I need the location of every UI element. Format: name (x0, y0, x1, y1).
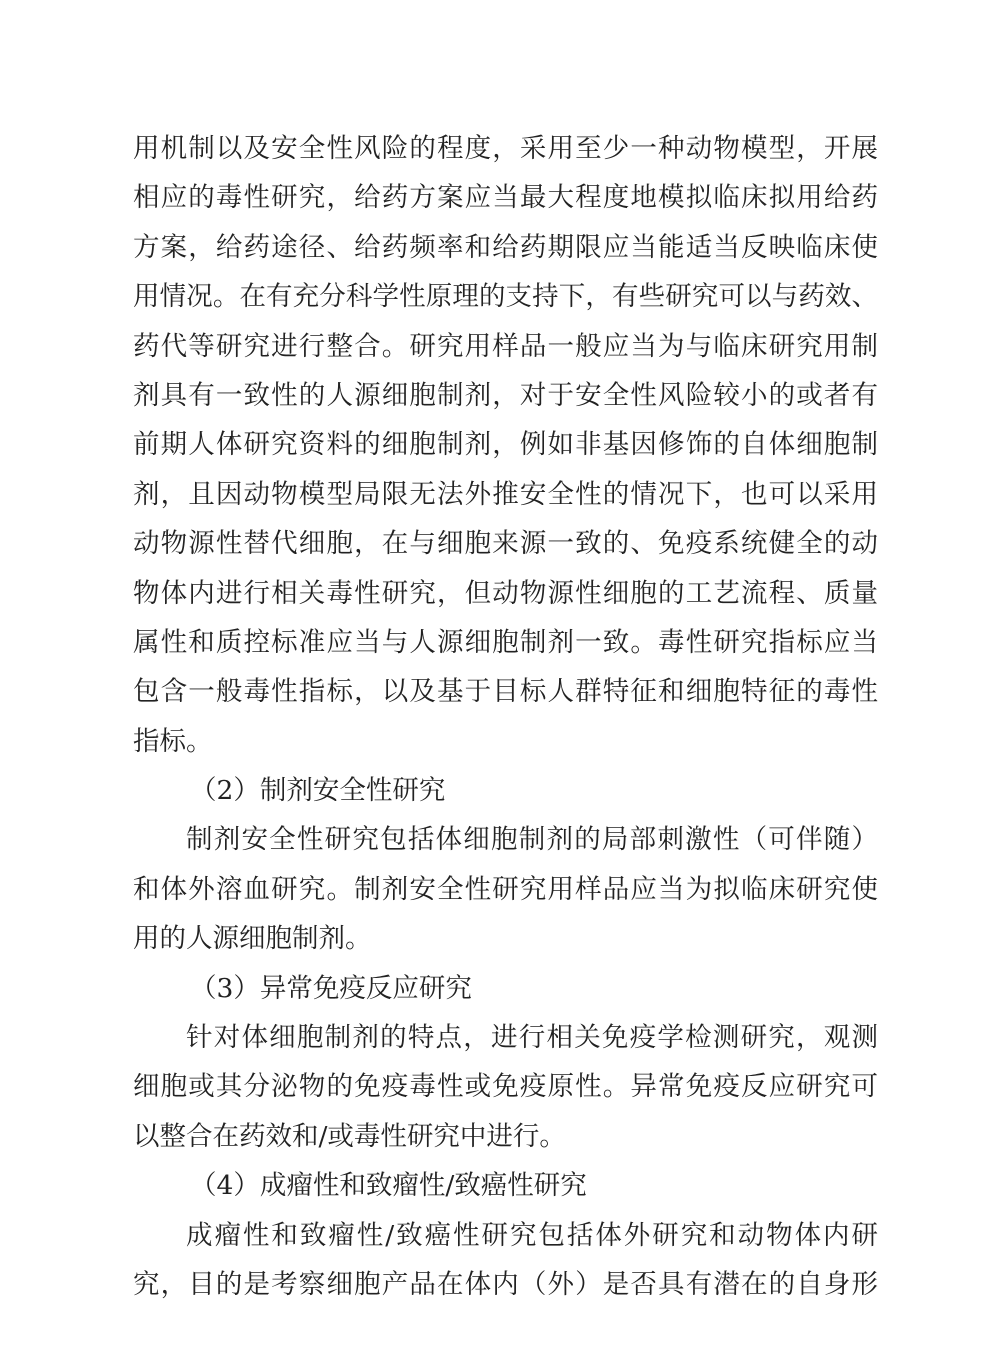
paragraph-abnormal-immune-response (133, 1013, 878, 1161)
text-line: 用机制以及安全性风险的程度，采用至少一种动物模型，开展 (133, 133, 878, 164)
text-line: 和体外溶血研究。制剂安全性研究用样品应当为拟临床研究使 (133, 873, 878, 905)
text-line: 物体内进行相关毒性研究，但动物源性细胞的工艺流程、质量 (133, 577, 878, 609)
text-line: 药代等研究进行整合。研究用样品一般应当为与临床研究用制 (133, 330, 878, 362)
text-line: 包含一般毒性指标，以及基于目标人群特征和细胞特征的毒性 (133, 676, 878, 708)
paragraph-tumorigenicity (133, 1211, 878, 1310)
text-line: 用的人源细胞制剂。 (133, 923, 372, 955)
text-line: 针对体细胞制剂的特点，进行相关免疫学检测研究，观测 (186, 1022, 878, 1054)
section-heading-abnormal-immune-response: （3）异常免疫反应研究 (190, 972, 472, 1004)
text-line: 属性和质控标准应当与人源细胞制剂一致。毒性研究指标应当 (133, 626, 878, 658)
text-line: 用情况。在有充分科学性原理的支持下，有些研究可以与药效、 (133, 281, 878, 313)
text-line: 剂具有一致性的人源细胞制剂，对于安全性风险较小的或者有 (133, 379, 878, 411)
paragraph-toxicity-study (133, 124, 878, 766)
section-heading-tumorigenicity: （4）成瘤性和致瘤性/致癌性研究 (190, 1170, 587, 1202)
section-heading-formulation-safety: （2）制剂安全性研究 (190, 775, 446, 807)
text-line: 究，目的是考察细胞产品在体内（外）是否具有潜在的自身形 (133, 1268, 878, 1300)
paragraph-formulation-safety (133, 815, 878, 963)
text-line: 指标。 (133, 725, 213, 757)
text-line: 制剂安全性研究包括体细胞制剂的局部刺激性（可伴随） (186, 824, 878, 856)
text-line: 成瘤性和致瘤性/致癌性研究包括体外研究和动物体内研 (186, 1219, 878, 1251)
text-line: 动物源性替代细胞，在与细胞来源一致的、免疫系统健全的动 (133, 528, 878, 560)
text-line: 以整合在药效和/或毒性研究中进行。 (133, 1120, 566, 1152)
text-line: 细胞或其分泌物的免疫毒性或免疫原性。异常免疫反应研究可 (133, 1071, 878, 1103)
text-line: 方案，给药途径、给药频率和给药期限应当能适当反映临床使 (133, 231, 878, 263)
document-body (133, 124, 878, 1309)
text-line: 剂，且因动物模型局限无法外推安全性的情况下，也可以采用 (133, 478, 878, 510)
text-line: 相应的毒性研究，给药方案应当最大程度地模拟临床拟用给药 (133, 182, 878, 214)
text-line: 前期人体研究资料的细胞制剂，例如非基因修饰的自体细胞制 (133, 429, 878, 461)
